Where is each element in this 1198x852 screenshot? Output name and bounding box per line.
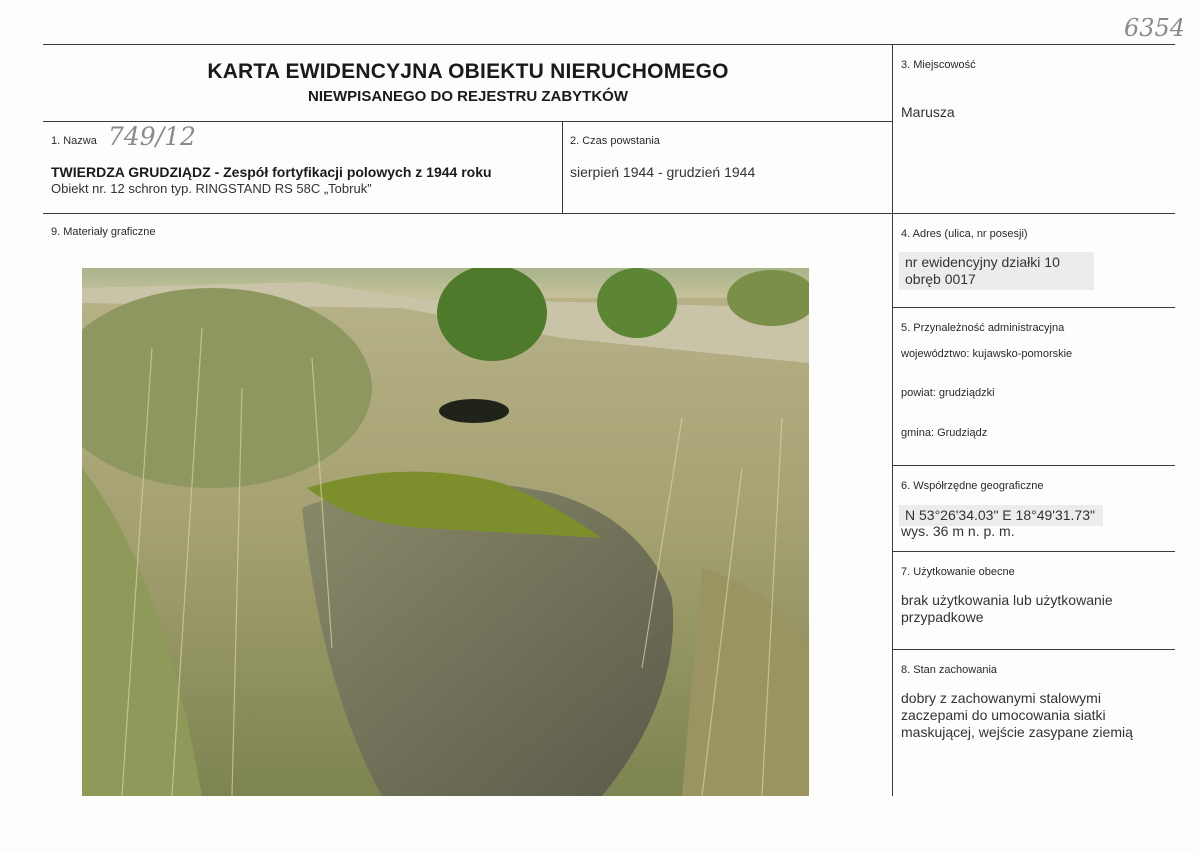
name-subtitle: Obiekt nr. 12 schron typ. RINGSTAND RS 58C „Tobruk” — [51, 181, 372, 196]
name-label: 1. Nazwa — [51, 135, 97, 147]
name-title: TWIERDZA GRUDZIĄDZ - Zespół fortyfikacji polowych z 1944 roku — [51, 164, 492, 180]
admin-voivodeship: województwo: kujawsko-pomorskie — [901, 348, 1073, 360]
locality-label: 3. Miejscowość — [901, 59, 976, 71]
archive-number: 6354 — [1124, 14, 1186, 42]
frame-line-coords-bottom — [893, 551, 1175, 552]
usage-value: brak użytkowania lub użytkowanie przypadkowe — [901, 592, 1113, 625]
coordinates-label: 6. Współrzędne geograficzne — [901, 480, 1044, 492]
coordinates-value: N 53°26'34.03" E 18°49'31.73" — [899, 505, 1103, 526]
graphics-label: 9. Materiały graficzne — [51, 226, 156, 238]
address-line2: obręb 0017 — [905, 271, 976, 287]
name-handwritten-number: 749/12 — [108, 122, 196, 151]
card-title: KARTA EWIDENCYJNA OBIEKTU NIERUCHOMEGO — [207, 60, 729, 83]
condition-value: dobry z zachowanymi stalowymi zaczepami do umocowania siatki maskującej, wejście zasypane ziemią — [901, 690, 1133, 740]
condition-label: 8. Stan zachowania — [901, 664, 998, 676]
usage-label: 7. Użytkowanie obecne — [901, 566, 1015, 578]
frame-line-name-bottom — [43, 213, 1175, 214]
frame-right-column-divider — [892, 44, 893, 796]
address-block — [899, 252, 1094, 290]
frame-line-usage-bottom — [893, 649, 1175, 650]
frame-top-line — [43, 44, 1175, 45]
address-label: 4. Adres (ulica, nr posesji) — [901, 228, 1028, 240]
admin-county: powiat: grudziądzki — [901, 387, 995, 399]
admin-commune: gmina: Grudziądz — [901, 427, 988, 439]
period-value: sierpień 1944 - grudzień 1944 — [570, 164, 756, 180]
locality-value: Marusza — [901, 104, 955, 120]
frame-name-period-divider — [562, 121, 563, 213]
address-line1: nr ewidencyjny działki 10 — [905, 254, 1060, 270]
frame-line-address-bottom — [893, 307, 1175, 308]
card-subtitle: NIEWPISANEGO DO REJESTRU ZABYTKÓW — [307, 88, 629, 105]
period-label: 2. Czas powstania — [570, 135, 660, 147]
frame-line-admin-bottom — [893, 465, 1175, 466]
altitude-value: wys. 36 m n. p. m. — [901, 523, 1015, 539]
bunker-photo — [82, 268, 809, 796]
admin-label: 5. Przynależność administracyjna — [901, 322, 1065, 334]
